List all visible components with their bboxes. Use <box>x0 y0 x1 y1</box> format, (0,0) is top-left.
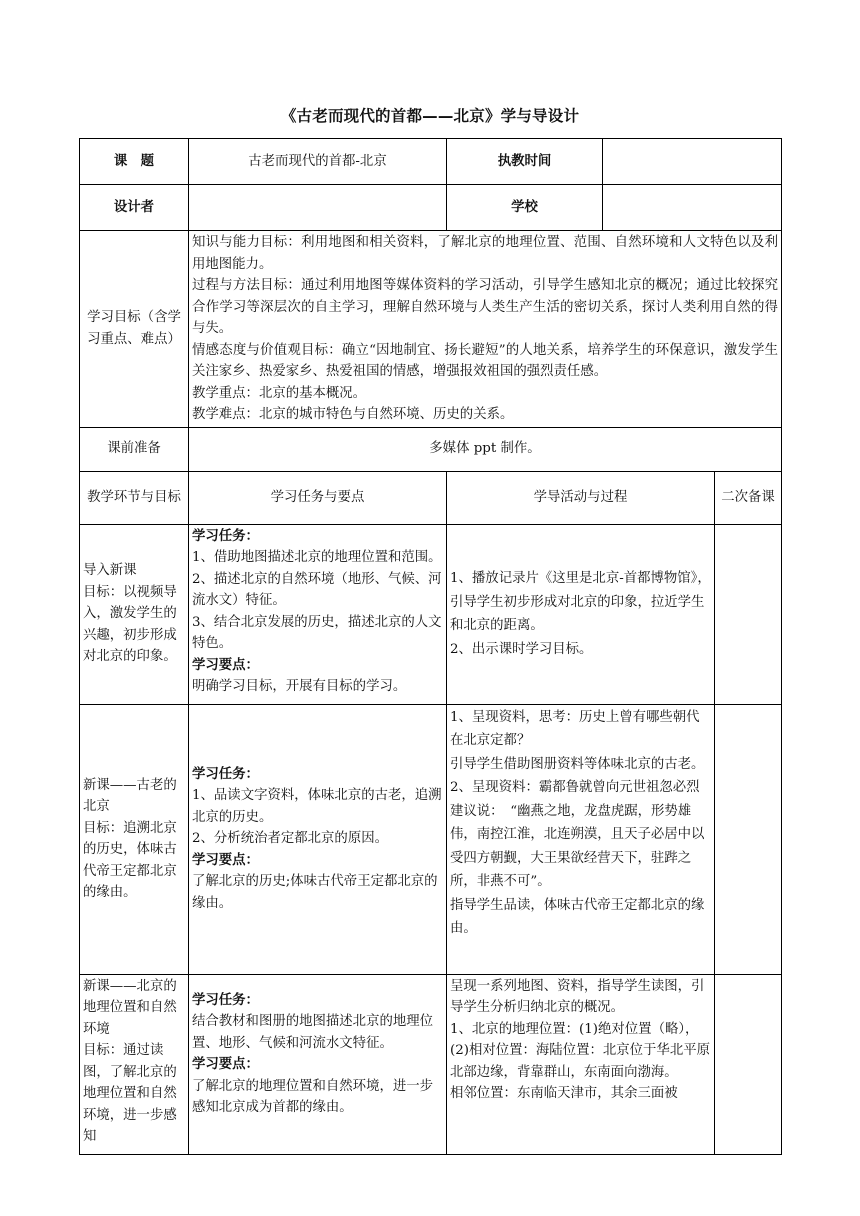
designer-label: 设计者 <box>80 185 189 231</box>
page-title: 《古老而现代的首都——北京》学与导设计 <box>280 107 580 125</box>
topic-value: 古老而现代的首都-北京 <box>189 139 447 185</box>
stage-cell: 新课——北京的地理位置和自然环境 目标：通过读图，了解北京的地理位置和自然环境，进一步感知 <box>80 974 189 1154</box>
second-cell <box>715 974 782 1154</box>
header-row-topic <box>80 139 782 185</box>
col-header-second: 二次备课 <box>715 471 782 524</box>
school-label: 学校 <box>447 185 603 231</box>
objective-process: 过程与方法目标：通过利用地图等媒体资料的学习活动，引导学生感知北京的概况；通过比较探究合作学习等深层次的自主学习，理解自然环境与人类生产生活的密切关系，探讨人类利用自然的得与失。 <box>192 278 778 336</box>
stage-cell: 新课——古老的北京 目标：追溯北京的历史，体味古代帝王定都北京的缘由。 <box>80 704 189 974</box>
col-header-task: 学习任务与要点 <box>189 471 447 524</box>
time-value <box>603 139 782 185</box>
col-header-activity: 学导活动与过程 <box>447 471 715 524</box>
designer-value <box>189 185 447 231</box>
second-cell <box>715 524 782 704</box>
objective-difficulty: 教学难点：北京的城市特色与自然环境、历史的关系。 <box>192 407 514 422</box>
table-row <box>80 524 782 704</box>
school-value <box>603 185 782 231</box>
time-label: 执教时间 <box>447 139 603 185</box>
col-header-stage: 教学环节与目标 <box>80 471 189 524</box>
objectives-label: 学习目标（含学习重点、难点） <box>80 231 189 428</box>
activity-cell: 1、播放记录片《这里是北京-首都博物馆》，引导学生初步形成对北京的印象，拉近学生和北京的距离。 2、出示课时学习目标。 <box>447 524 715 704</box>
header-row-designer <box>80 185 782 231</box>
lesson-plan-table <box>79 138 782 1155</box>
prep-label: 课前准备 <box>80 427 189 471</box>
prep-value: 多媒体 ppt 制作。 <box>189 427 782 471</box>
table-row <box>80 704 782 974</box>
objective-key-point: 教学重点：北京的基本概况。 <box>192 385 367 401</box>
second-cell <box>715 704 782 974</box>
table-row <box>80 974 782 1154</box>
topic-label: 课 题 <box>80 139 189 185</box>
activity-cell: 呈现一系列地图、资料，指导学生读图，引导学生分析归纳北京的概况。 1、北京的地理位置：(1)绝对位置（略），(2)相对位置：海陆位置：北京位于华北平原北部边缘，背靠群山，东南面向渤海。 相邻位置：东南临天津市，其余三面被 <box>447 974 715 1154</box>
objective-attitude: 情感态度与价值观目标：确立“因地制宜、扬长避短”的人地关系，培养学生的环保意识，激发学生关注家乡、热爱家乡、热爱祖国的情感，增强报效祖国的强烈责任感。 <box>192 342 778 379</box>
activity-cell: 1、呈现资料，思考：历史上曾有哪些朝代在北京定都？ 引导学生借助图册资料等体味北京的古老。 2、呈现资料：霸都鲁就曾向元世祖忽必烈建议说： “幽燕之地，龙盘虎踞，形势雄伟，南控江淮，北连朔漠，且天子必居中以受四方朝觐，大王果欲经营天下，驻跸之所，非燕不可”。 指导学生品读，体味古代帝王定都北京的缘由。 <box>447 704 715 974</box>
objectives-row <box>80 231 782 428</box>
task-cell: 学习任务： 1、借助地图描述北京的地理位置和范围。 2、描述北京的自然环境（地形、气候、河流水文）特征。 3、结合北京发展的历史，描述北京的人文特色。 学习要点： 明确学习目标，开展有目标的学习。 <box>189 524 447 704</box>
column-header-row <box>80 471 782 524</box>
prep-row <box>80 427 782 471</box>
objective-knowledge: 知识与能力目标：利用地图和相关资料，了解北京的地理位置、范围、自然环境和人文特色以及利用地图能力。 <box>192 235 778 272</box>
task-cell: 学习任务： 1、品读文字资料，体味北京的古老，追溯北京的历史。 2、分析统治者定都北京的原因。 学习要点： 了解北京的历史;体味古代帝王定都北京的缘由。 <box>189 704 447 974</box>
objectives-content <box>189 231 782 428</box>
stage-cell: 导入新课 目标：以视频导入，激发学生的兴趣，初步形成对北京的印象。 <box>80 524 189 704</box>
task-cell: 学习任务： 结合教材和图册的地图描述北京的地理位置、地形、气候和河流水文特征。 学习要点： 了解北京的地理位置和自然环境，进一步感知北京成为首都的缘由。 <box>189 974 447 1154</box>
